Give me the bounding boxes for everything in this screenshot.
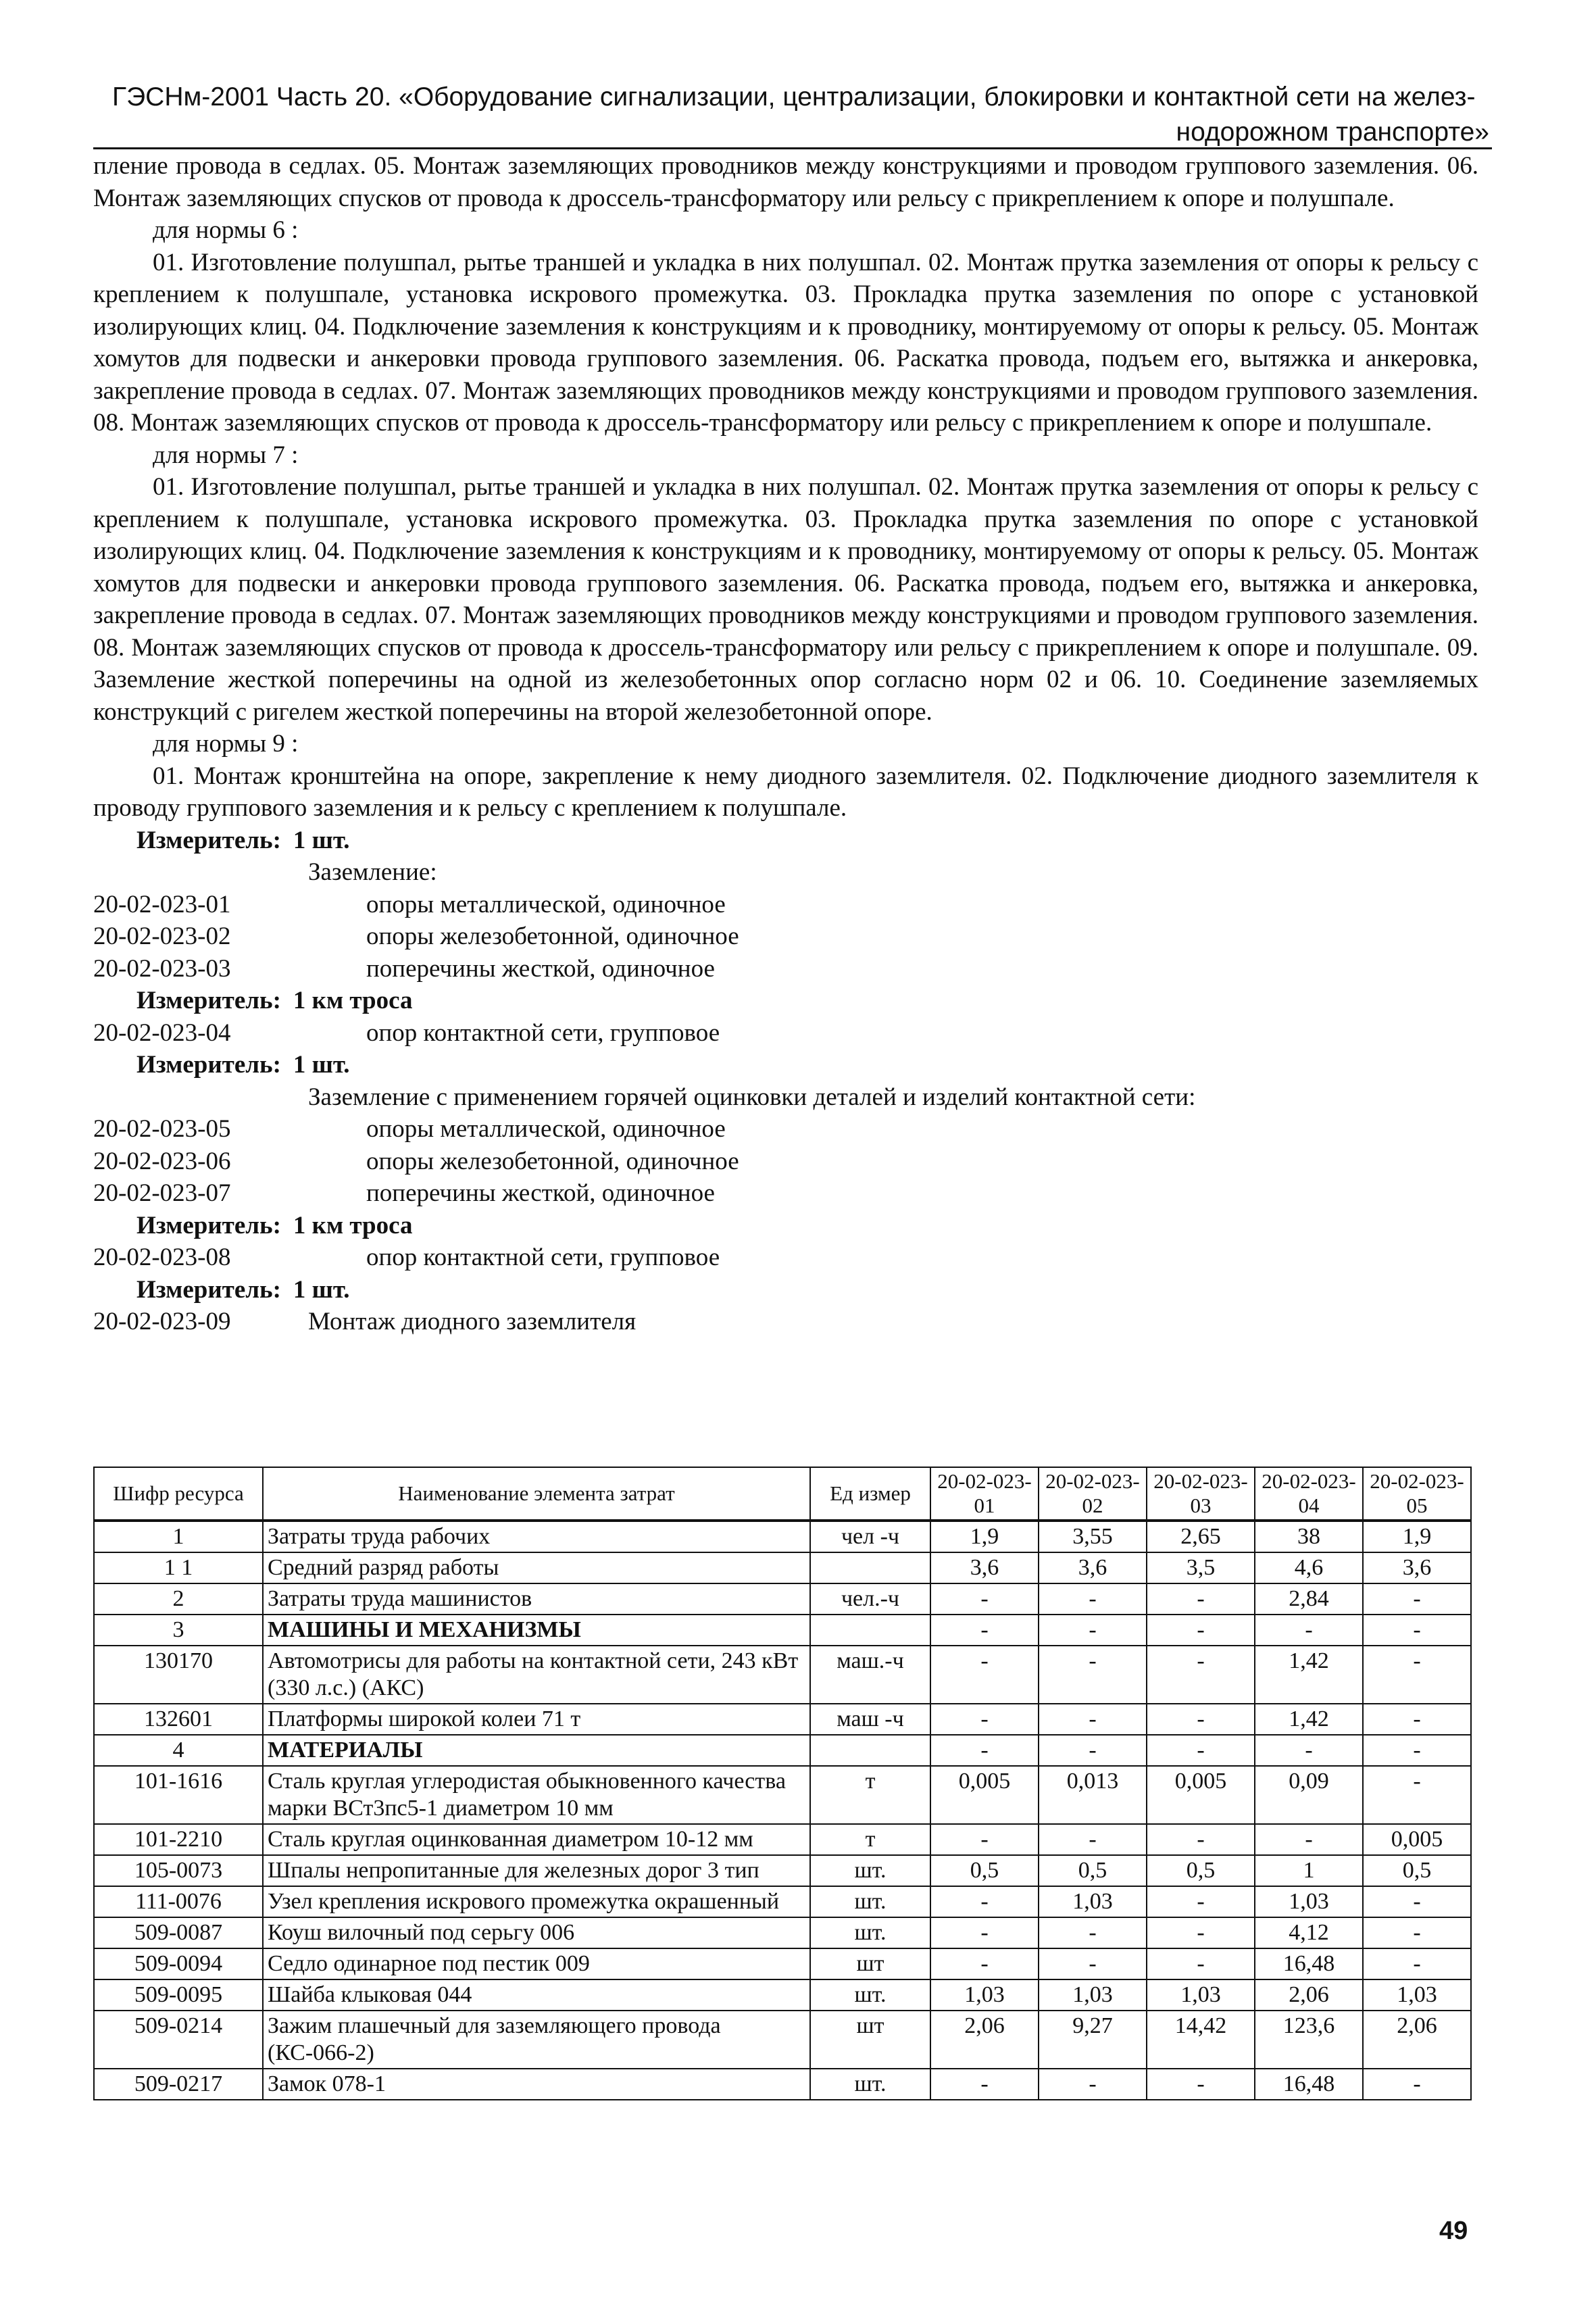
value-cell: 1,03 (1255, 1886, 1363, 1917)
table-row (94, 1552, 1471, 1583)
resource-code-cell: 101-1616 (94, 1766, 263, 1824)
resource-code-cell: 509-0087 (94, 1917, 263, 1948)
value-cell: 1,03 (930, 1979, 1039, 2011)
value-cell: 0,5 (1039, 1855, 1147, 1886)
value-cell: 16,48 (1255, 1948, 1363, 1979)
table-row (94, 1615, 1471, 1646)
value-cell: 0,005 (1147, 1766, 1255, 1824)
page-number: 49 (1439, 2217, 1468, 2245)
value-cell: 2,06 (930, 2011, 1039, 2069)
unit-cell (810, 1615, 930, 1646)
value-cell: - (1363, 1615, 1471, 1646)
cost-element-name-cell: Узел крепления искрового промежутка окрашенный (263, 1886, 810, 1917)
value-cell: - (1147, 1917, 1255, 1948)
norm-item: 20-02-023-06 опоры железобетонной, одиночное (93, 1147, 739, 1175)
value-cell: 1,03 (1147, 1979, 1255, 2011)
col-header: 20-02-023-04 (1255, 1467, 1363, 1521)
resource-code-cell: 101-2210 (94, 1824, 263, 1855)
value-cell: - (1147, 2069, 1255, 2100)
table-row (94, 1735, 1471, 1766)
cost-element-name-cell: МАШИНЫ И МЕХАНИЗМЫ (263, 1615, 810, 1646)
resource-code-cell: 1 (94, 1521, 263, 1552)
measure-line: Измеритель: 1 шт. (136, 1275, 350, 1304)
resource-code-cell: 509-0217 (94, 2069, 263, 2100)
unit-cell: маш.-ч (810, 1646, 930, 1704)
value-cell: - (1363, 1917, 1471, 1948)
norm-item: 20-02-023-04 опор контактной сети, групповое (93, 1018, 720, 1047)
table-row (94, 2069, 1471, 2100)
measure-line: Измеритель: 1 шт. (136, 1051, 350, 1079)
unit-cell: маш -ч (810, 1704, 930, 1735)
value-cell: - (1039, 1615, 1147, 1646)
unit-cell: шт. (810, 1917, 930, 1948)
resource-code-cell: 132601 (94, 1704, 263, 1735)
cost-element-name-cell: Седло одинарное под пестик 009 (263, 1948, 810, 1979)
value-cell: 9,27 (1039, 2011, 1147, 2069)
value-cell: 2,06 (1255, 1979, 1363, 2011)
value-cell: - (1255, 1615, 1363, 1646)
norm-item: 20-02-023-09 Монтаж диодного заземлителя (93, 1308, 637, 1335)
value-cell: - (1363, 1886, 1471, 1917)
unit-cell: шт. (810, 1979, 930, 2011)
body-text (93, 150, 1478, 1338)
value-cell: - (930, 1948, 1039, 1979)
table-row (94, 2011, 1471, 2069)
paragraph-norm-6: 01. Изготовление полушпал, рытье траншей и укладка в них полушпал. 02. Монтаж прутка заземления от опоры к рельсу с креплением к полушпале, установка искрового промежутка. 03. Прокладка прутка заземления по опоре с установкой изолирующих клиц. 04. Подключение заземления к конструкциям и к проводнику, монтируемому от опоры к рельсу. 05. Монтаж хомутов для подвески и анкеровки провода группового заземления. 06. Раскатка провода, подъем его, вытяжка и анкеровка, закрепление провода в седлах. 07. Монтаж заземляющих проводников между конструкциями и проводом группового заземления. 08. Монтаж заземляющих спусков от провода к дроссель-трансформатору или рельсу с прикреплением к опоре и полушпале. (93, 248, 1478, 437)
cost-element-name-cell: Сталь круглая углеродистая обыкновенного качества марки ВСт3пс5-1 диаметром 10 мм (263, 1766, 810, 1824)
unit-cell: т (810, 1824, 930, 1855)
value-cell: 3,5 (1147, 1552, 1255, 1583)
value-cell: 4,12 (1255, 1917, 1363, 1948)
col-header: Наименование элемента затрат (263, 1467, 810, 1521)
table-row (94, 1521, 1471, 1552)
value-cell: - (1039, 1704, 1147, 1735)
cost-element-name-cell: Коуш вилочный под серьгу 006 (263, 1917, 810, 1948)
for-norm-6-heading: для нормы 6 : (153, 216, 299, 244)
value-cell: 16,48 (1255, 2069, 1363, 2100)
value-cell: 0,013 (1039, 1766, 1147, 1824)
value-cell: - (1363, 1646, 1471, 1704)
norm-item: 20-02-023-02 опоры железобетонной, одиночное (93, 922, 739, 950)
resource-code-cell: 3 (94, 1615, 263, 1646)
value-cell: - (930, 1704, 1039, 1735)
unit-cell: шт (810, 1948, 930, 1979)
col-header: 20-02-023-02 (1039, 1467, 1147, 1521)
unit-cell: чел -ч (810, 1521, 930, 1552)
category-heading: Заземление: (308, 858, 437, 886)
value-cell: - (1255, 1824, 1363, 1855)
table-row (94, 1855, 1471, 1886)
for-norm-9-heading: для нормы 9 : (153, 730, 299, 758)
value-cell: 1,03 (1363, 1979, 1471, 2011)
table-header-row (94, 1467, 1471, 1521)
table-row (94, 1948, 1471, 1979)
value-cell: - (1255, 1735, 1363, 1766)
value-cell: 3,55 (1039, 1521, 1147, 1552)
unit-cell (810, 1735, 930, 1766)
resource-code-cell: 4 (94, 1735, 263, 1766)
paragraph-norm-9: 01. Монтаж кронштейна на опоре, закрепление к нему диодного заземлителя. 02. Подключение диодного заземлителя к проводу группового заземления и к рельсу с креплением к полушпале. (93, 762, 1478, 822)
value-cell: - (1363, 1948, 1471, 1979)
norm-item: 20-02-023-05 опоры металлической, одиночное (93, 1115, 726, 1143)
value-cell: - (1363, 1735, 1471, 1766)
col-header: 20-02-023-05 (1363, 1467, 1471, 1521)
cost-element-name-cell: Зажим плашечный для заземляющего провода (КС-066-2) (263, 2011, 810, 2069)
cost-element-name-cell: Платформы широкой колеи 71 т (263, 1704, 810, 1735)
cost-element-name-cell: Замок 078-1 (263, 2069, 810, 2100)
value-cell: 0,09 (1255, 1766, 1363, 1824)
value-cell: - (1147, 1824, 1255, 1855)
value-cell: 3,6 (1363, 1552, 1471, 1583)
resource-code-cell: 1 1 (94, 1552, 263, 1583)
cost-element-name-cell: Шайба клыковая 044 (263, 1979, 810, 2011)
value-cell: 1,9 (930, 1521, 1039, 1552)
for-norm-7-heading: для нормы 7 : (153, 441, 299, 469)
measure-line: Измеритель: 1 шт. (136, 826, 350, 854)
col-header: Ед измер (810, 1467, 930, 1521)
value-cell: - (930, 1886, 1039, 1917)
value-cell: 3,6 (1039, 1552, 1147, 1583)
value-cell: 1,9 (1363, 1521, 1471, 1552)
resource-code-cell: 509-0095 (94, 1979, 263, 2011)
value-cell: - (930, 1583, 1039, 1615)
resource-code-cell: 2 (94, 1583, 263, 1615)
value-cell: 0,005 (930, 1766, 1039, 1824)
norm-item: 20-02-023-01 опоры металлической, одиночное (93, 890, 726, 918)
col-header: Шифр ресурса (94, 1467, 263, 1521)
header-divider (93, 147, 1492, 149)
value-cell: 1,42 (1255, 1704, 1363, 1735)
value-cell: 14,42 (1147, 2011, 1255, 2069)
table-row (94, 1704, 1471, 1735)
category-heading: Заземление с применением горячей оцинковки деталей и изделий контактной сети: (308, 1083, 1196, 1111)
col-header: 20-02-023-01 (930, 1467, 1039, 1521)
cost-element-name-cell: Шпалы непропитанные для железных дорог 3 тип (263, 1855, 810, 1886)
resource-code-cell: 130170 (94, 1646, 263, 1704)
value-cell: - (1363, 2069, 1471, 2100)
unit-cell (810, 1552, 930, 1583)
value-cell: - (1039, 1824, 1147, 1855)
col-header: 20-02-023-03 (1147, 1467, 1255, 1521)
value-cell: 123,6 (1255, 2011, 1363, 2069)
value-cell: - (1363, 1583, 1471, 1615)
cost-element-name-cell: Средний разряд работы (263, 1552, 810, 1583)
cost-element-name-cell: Затраты труда машинистов (263, 1583, 810, 1615)
value-cell: - (1039, 1583, 1147, 1615)
value-cell: - (1147, 1948, 1255, 1979)
paragraph-norm-7: 01. Изготовление полушпал, рытье траншей и укладка в них полушпал. 02. Монтаж прутка заземления от опоры к рельсу с креплением к полушпале, установка искрового промежутка. 03. Прокладка прутка заземления по опоре с установкой изолирующих клиц. 04. Подключение заземления к конструкциям и к проводнику, монтируемому от опоры к рельсу. 05. Монтаж хомутов для подвески и анкеровки провода группового заземления. 06. Раскатка провода, подъем его, вытяжка и анкеровка, закрепление провода в седлах. 07. Монтаж заземляющих проводников между конструкциями и проводом группового заземления. 08. Монтаж заземляющих спусков от провода к дроссель-трансформатору или рельсу с прикреплением к опоре и полушпале. 09. Заземление жесткой поперечины на одной из железобетонных опор согласно норм 02 и 06. 10. Соединение заземляемых конструкций с ригелем жесткой поперечины на второй железобетонной опоре. (93, 473, 1478, 726)
value-cell: - (1039, 1917, 1147, 1948)
value-cell: 0,5 (930, 1855, 1039, 1886)
resource-code-cell: 509-0214 (94, 2011, 263, 2069)
value-cell: 0,005 (1363, 1824, 1471, 1855)
value-cell: 1,42 (1255, 1646, 1363, 1704)
value-cell: - (1039, 1646, 1147, 1704)
table-row (94, 1646, 1471, 1704)
value-cell: - (1039, 2069, 1147, 2100)
value-cell: - (930, 2069, 1039, 2100)
unit-cell: шт. (810, 1886, 930, 1917)
value-cell: 2,06 (1363, 2011, 1471, 2069)
cost-element-name-cell: Автомотрисы для работы на контактной сети, 243 кВт (330 л.с.) (АКС) (263, 1646, 810, 1704)
value-cell: 3,6 (930, 1552, 1039, 1583)
value-cell: - (1147, 1704, 1255, 1735)
table-row (94, 1917, 1471, 1948)
header-line-2: нодорожном транспорте» (1176, 118, 1489, 147)
value-cell: - (930, 1646, 1039, 1704)
unit-cell: шт. (810, 2069, 930, 2100)
value-cell: - (930, 1917, 1039, 1948)
resource-table (93, 1467, 1472, 2100)
value-cell: - (930, 1615, 1039, 1646)
unit-cell: т (810, 1766, 930, 1824)
cost-element-name-cell: Затраты труда рабочих (263, 1521, 810, 1552)
value-cell: - (1147, 1583, 1255, 1615)
measure-line: Измеритель: 1 км троса (136, 1211, 413, 1239)
measure-line: Измеритель: 1 км троса (136, 987, 413, 1014)
norm-item: 20-02-023-03 поперечины жесткой, одиночное (93, 954, 715, 983)
resource-code-cell: 105-0073 (94, 1855, 263, 1886)
value-cell: 2,84 (1255, 1583, 1363, 1615)
resource-code-cell: 509-0094 (94, 1948, 263, 1979)
norm-item: 20-02-023-07 поперечины жесткой, одиночное (93, 1179, 715, 1207)
norm-item: 20-02-023-08 опор контактной сети, групповое (93, 1244, 720, 1271)
value-cell: - (1363, 1766, 1471, 1824)
table-row (94, 1824, 1471, 1855)
table-row (94, 1766, 1471, 1824)
value-cell: - (930, 1735, 1039, 1766)
value-cell: 1,03 (1039, 1979, 1147, 2011)
value-cell: - (1363, 1704, 1471, 1735)
value-cell: - (1039, 1948, 1147, 1979)
table-row (94, 1583, 1471, 1615)
value-cell: 0,5 (1147, 1855, 1255, 1886)
value-cell: 2,65 (1147, 1521, 1255, 1552)
table-row (94, 1886, 1471, 1917)
cost-element-name-cell: Сталь круглая оцинкованная диаметром 10-12 мм (263, 1824, 810, 1855)
value-cell: - (930, 1824, 1039, 1855)
unit-cell: шт. (810, 1855, 930, 1886)
header-line-1: ГЭСНм-2001 Часть 20. «Оборудование сигнализации, централизации, блокировки и контактной сети на желез- (112, 82, 1476, 112)
value-cell: - (1147, 1615, 1255, 1646)
running-header (112, 80, 1489, 150)
value-cell: 1 (1255, 1855, 1363, 1886)
value-cell: - (1147, 1646, 1255, 1704)
value-cell: 0,5 (1363, 1855, 1471, 1886)
unit-cell: шт (810, 2011, 930, 2069)
value-cell: - (1039, 1735, 1147, 1766)
table-row (94, 1979, 1471, 2011)
value-cell: 1,03 (1039, 1886, 1147, 1917)
value-cell: 4,6 (1255, 1552, 1363, 1583)
value-cell: - (1147, 1886, 1255, 1917)
paragraph-continued: пление провода в седлах. 05. Монтаж заземляющих проводников между конструкциями и проводом группового заземления. 06. Монтаж заземляющих спусков от провода к дроссель-трансформатору или рельсу с прикреплением к опоре и полушпале. (93, 152, 1478, 212)
resource-code-cell: 111-0076 (94, 1886, 263, 1917)
unit-cell: чел.-ч (810, 1583, 930, 1615)
cost-element-name-cell: МАТЕРИАЛЫ (263, 1735, 810, 1766)
value-cell: 38 (1255, 1521, 1363, 1552)
value-cell: - (1147, 1735, 1255, 1766)
